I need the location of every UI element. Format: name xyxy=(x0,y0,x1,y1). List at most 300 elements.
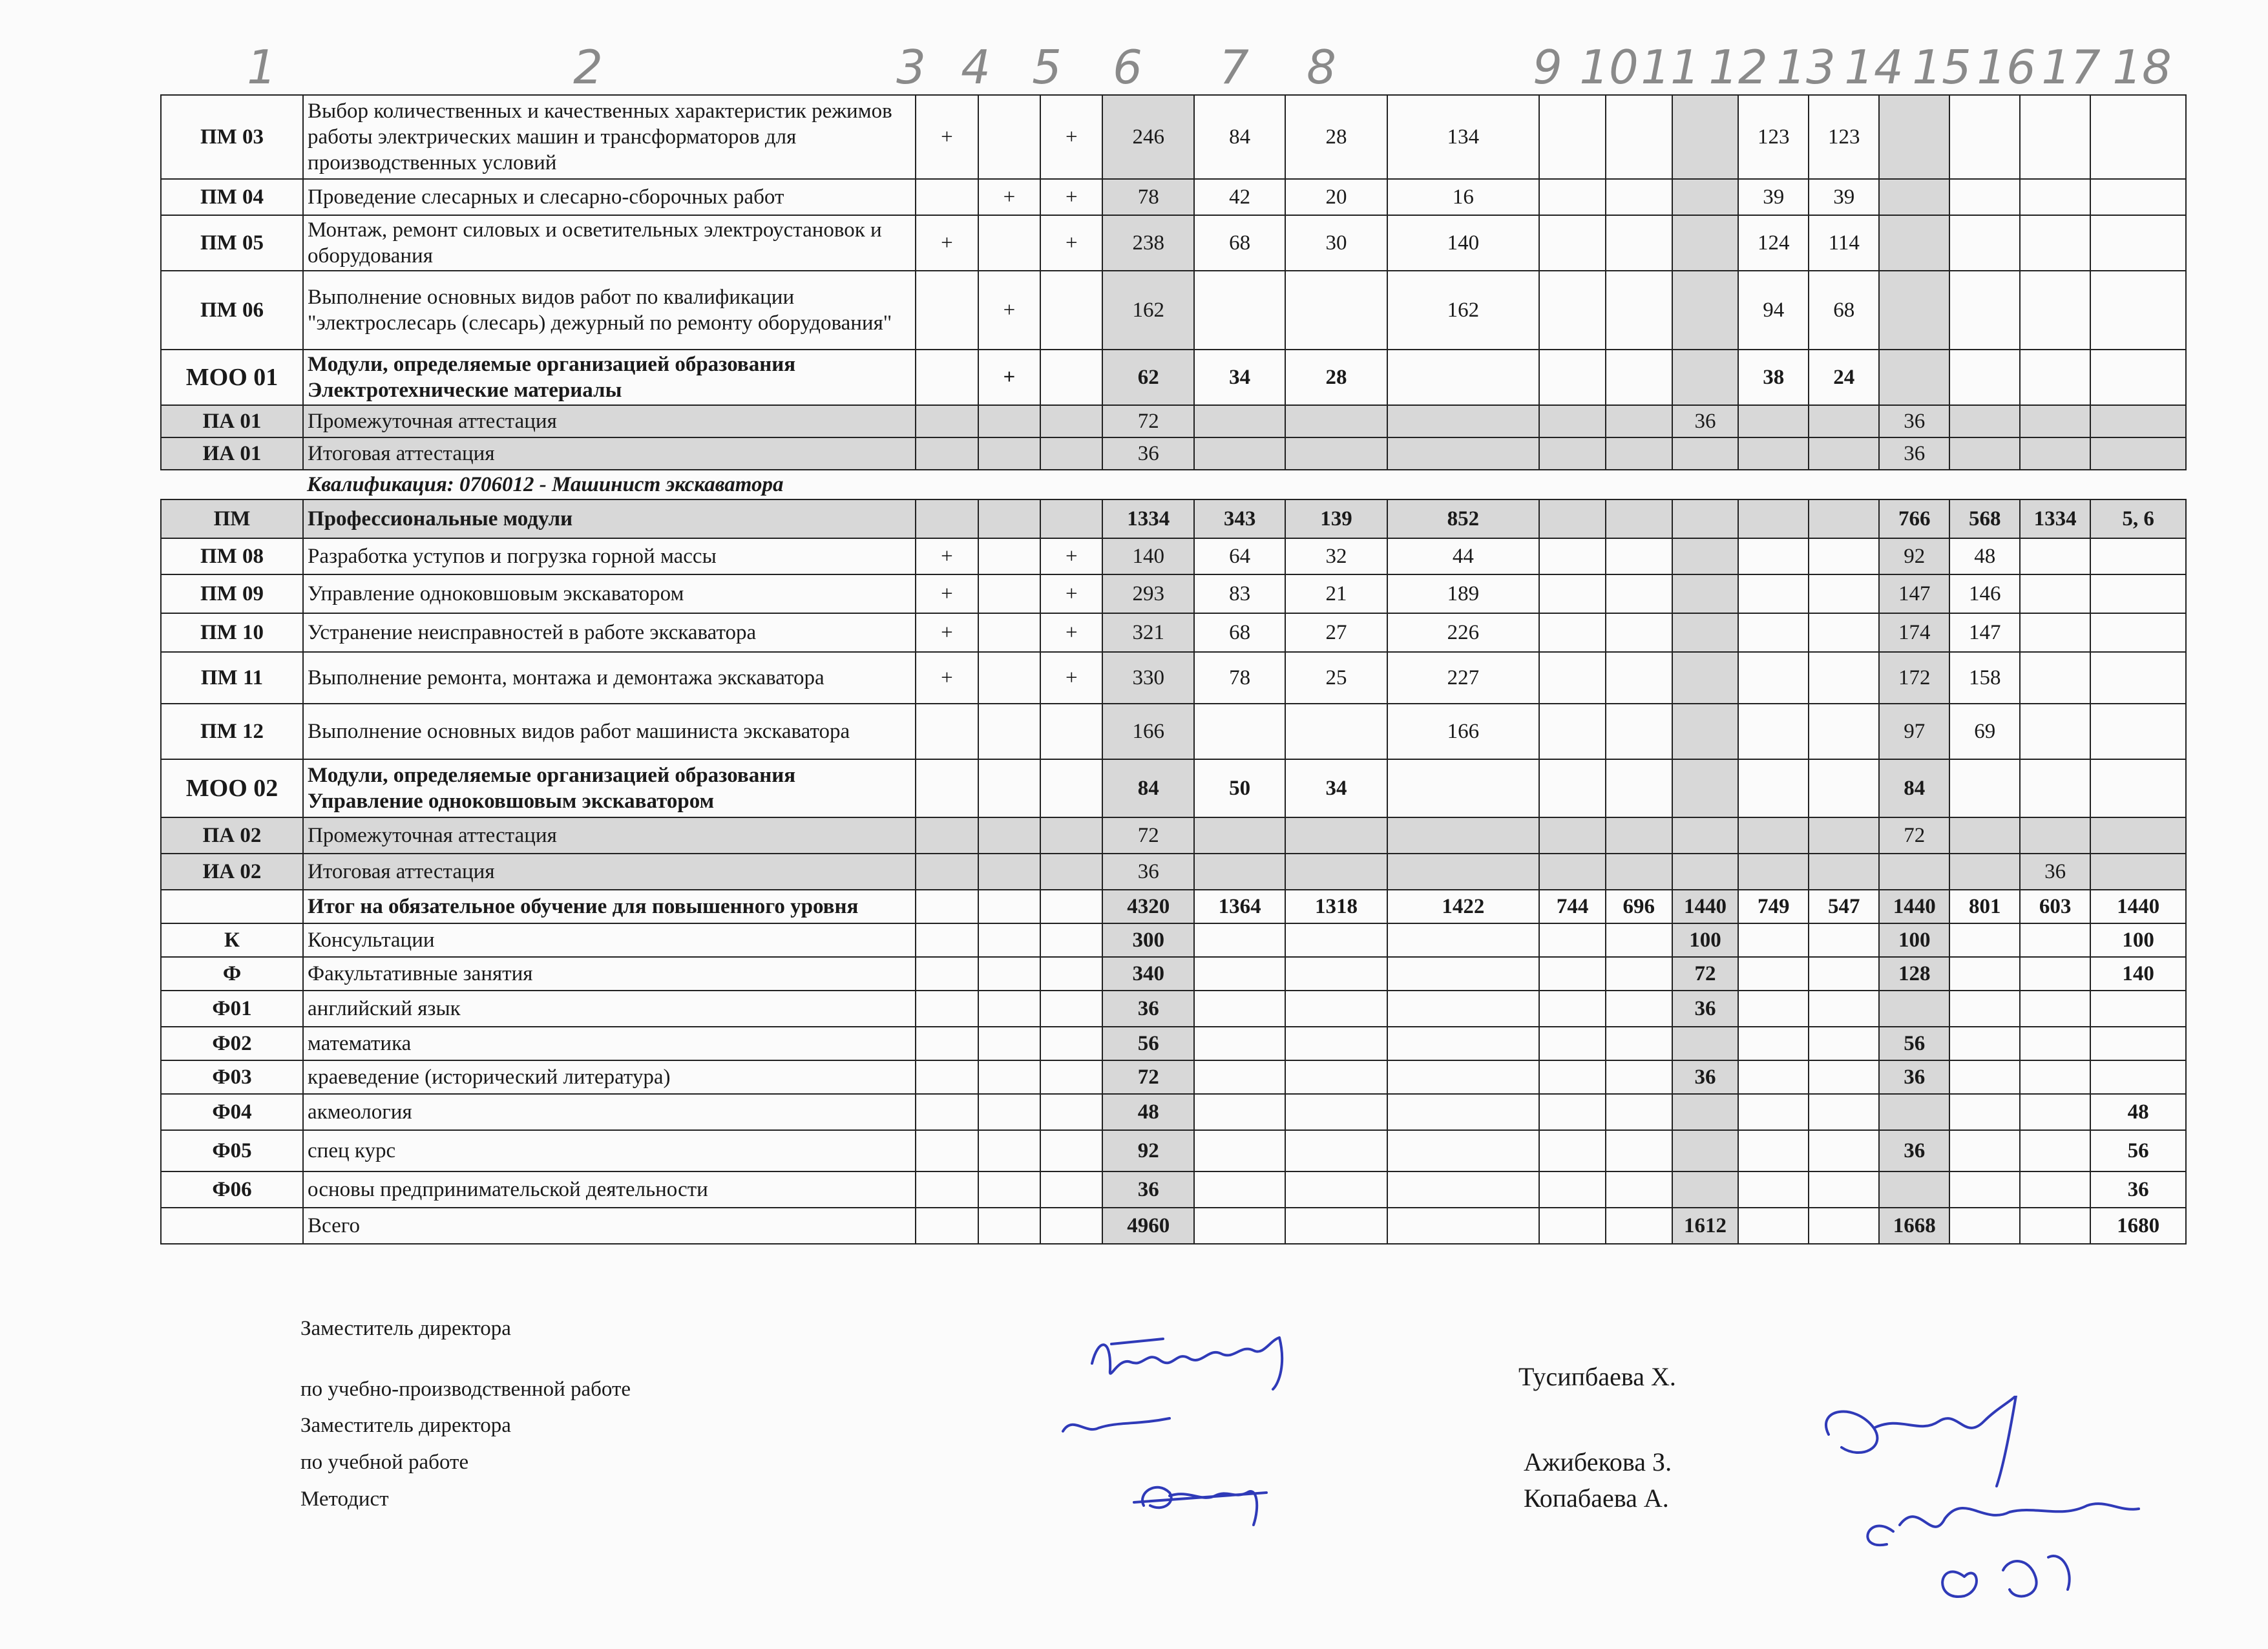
cell-value: 68 xyxy=(1194,215,1285,271)
cell-value xyxy=(1539,1060,1606,1094)
cell-value: 547 xyxy=(1809,890,1879,923)
table-row xyxy=(161,1060,2186,1094)
cell-value: 1668 xyxy=(1879,1208,1949,1244)
cell-value xyxy=(1285,1027,1387,1060)
cell-value xyxy=(1606,1171,1672,1208)
cell-value xyxy=(1672,652,1739,704)
row-title: Промежуточная аттестация xyxy=(303,817,916,854)
cell-value: + xyxy=(1040,538,1102,574)
cell-value xyxy=(2090,574,2186,613)
cell-value xyxy=(2090,613,2186,652)
cell-value xyxy=(1738,1130,1809,1171)
cell-value xyxy=(1539,1130,1606,1171)
cell-value: 1680 xyxy=(2090,1208,2186,1244)
cell-value xyxy=(978,957,1040,991)
row-title: Управление одноковшовым экскаватором xyxy=(303,574,916,613)
cell-value: 1422 xyxy=(1387,890,1540,923)
cell-value: 32 xyxy=(1285,538,1387,574)
table-row xyxy=(161,470,2186,499)
row-code: ПА 02 xyxy=(161,817,303,854)
cell-value: + xyxy=(978,179,1040,215)
cell-value: 123 xyxy=(1809,95,1879,179)
cell-value xyxy=(1040,350,1102,405)
cell-value: 84 xyxy=(1879,759,1949,817)
cell-value xyxy=(1606,1027,1672,1060)
cell-value: + xyxy=(916,215,978,271)
cell-value xyxy=(1539,350,1606,405)
table-row xyxy=(161,179,2186,215)
row-code: ПМ 05 xyxy=(161,215,303,271)
cell-value xyxy=(1949,405,2020,437)
cell-value xyxy=(2020,1208,2090,1244)
cell-value: 36 xyxy=(1879,1130,1949,1171)
cell-value xyxy=(1040,991,1102,1027)
cell-value xyxy=(916,817,978,854)
cell-value xyxy=(1040,890,1102,923)
cell-value xyxy=(1738,854,1809,890)
cell-value xyxy=(1809,574,1879,613)
cell-value xyxy=(2090,991,2186,1027)
cell-value: 140 xyxy=(1102,538,1193,574)
signature-4 xyxy=(1816,1396,2152,1609)
cell-value xyxy=(1949,957,2020,991)
row-code: Ф03 xyxy=(161,1060,303,1094)
cell-value: 744 xyxy=(1539,890,1606,923)
cell-value xyxy=(1285,470,1387,499)
cell-value xyxy=(1949,1094,2020,1130)
cell-value xyxy=(978,613,1040,652)
cell-value: 158 xyxy=(1949,652,2020,704)
row-code: Ф xyxy=(161,957,303,991)
row-title: Итог на обязательное обучение для повышенного уровня xyxy=(303,890,916,923)
cell-value xyxy=(1738,817,1809,854)
table-row xyxy=(161,957,2186,991)
cell-value: 97 xyxy=(1879,704,1949,759)
cell-value xyxy=(978,704,1040,759)
cell-value xyxy=(2020,704,2090,759)
cell-value: 92 xyxy=(1102,1130,1193,1171)
cell-value xyxy=(1285,991,1387,1027)
cell-value xyxy=(1539,215,1606,271)
row-code: ПМ 12 xyxy=(161,704,303,759)
cell-value xyxy=(1606,499,1672,538)
cell-value xyxy=(1285,271,1387,350)
cell-value xyxy=(1879,991,1949,1027)
cell-value xyxy=(978,759,1040,817)
column-number-14: 14 xyxy=(1844,40,1904,94)
cell-value xyxy=(1809,1208,1879,1244)
cell-value xyxy=(1606,538,1672,574)
cell-value xyxy=(2090,437,2186,470)
cell-value xyxy=(1949,923,2020,957)
cell-value xyxy=(1738,437,1809,470)
column-number-16: 16 xyxy=(1977,40,2036,94)
cell-value xyxy=(1949,95,2020,179)
cell-value: 166 xyxy=(1102,704,1193,759)
cell-value: 36 xyxy=(1672,405,1739,437)
cell-value xyxy=(2020,991,2090,1027)
column-number-8: 8 xyxy=(1307,40,1336,94)
cell-value xyxy=(1194,1171,1285,1208)
cell-value xyxy=(1809,470,1879,499)
cell-value: 343 xyxy=(1194,499,1285,538)
cell-value xyxy=(1285,1171,1387,1208)
cell-value xyxy=(916,1171,978,1208)
column-number-10: 10 xyxy=(1579,40,1639,94)
cell-value: 34 xyxy=(1285,759,1387,817)
cell-value xyxy=(1194,271,1285,350)
cell-value xyxy=(1194,854,1285,890)
cell-value xyxy=(2020,470,2090,499)
table-row xyxy=(161,759,2186,817)
cell-value xyxy=(1539,1094,1606,1130)
cell-value xyxy=(1606,854,1672,890)
table-row xyxy=(161,95,2186,179)
row-title: Выбор количественных и качественных характеристик режимов работы электрических машин и трансформаторов для производственных условий xyxy=(303,95,916,179)
cell-value xyxy=(1738,923,1809,957)
cell-value xyxy=(1387,957,1540,991)
cell-value xyxy=(916,1094,978,1130)
cell-value xyxy=(2020,271,2090,350)
cell-value: 36 xyxy=(1102,991,1193,1027)
cell-value xyxy=(916,957,978,991)
column-number-2: 2 xyxy=(573,40,603,94)
cell-value xyxy=(1672,704,1739,759)
row-title: Проведение слесарных и слесарно-сборочных работ xyxy=(303,179,916,215)
cell-value xyxy=(978,890,1040,923)
row-code: ИА 01 xyxy=(161,437,303,470)
column-number-4: 4 xyxy=(961,40,991,94)
row-code: ПМ xyxy=(161,499,303,538)
cell-value xyxy=(1809,1094,1879,1130)
cell-value xyxy=(1539,405,1606,437)
table-row xyxy=(161,817,2186,854)
cell-value: 227 xyxy=(1387,652,1540,704)
cell-value: 801 xyxy=(1949,890,2020,923)
cell-value xyxy=(978,1094,1040,1130)
column-number-11: 11 xyxy=(1641,40,1700,94)
cell-value xyxy=(1040,854,1102,890)
cell-value xyxy=(1539,957,1606,991)
cell-value xyxy=(2020,350,2090,405)
row-code: ПМ 11 xyxy=(161,652,303,704)
cell-value xyxy=(1672,1171,1739,1208)
signatory-title-methodist: Методист xyxy=(300,1487,389,1511)
cell-value xyxy=(1672,271,1739,350)
cell-value xyxy=(2090,854,2186,890)
cell-value xyxy=(1738,538,1809,574)
cell-value xyxy=(2020,613,2090,652)
cell-value xyxy=(1949,817,2020,854)
table-row xyxy=(161,437,2186,470)
cell-value: 603 xyxy=(2020,890,2090,923)
row-code: ПМ 04 xyxy=(161,179,303,215)
cell-value xyxy=(1285,704,1387,759)
cell-value xyxy=(1949,179,2020,215)
cell-value: 100 xyxy=(2090,923,2186,957)
cell-value: 20 xyxy=(1285,179,1387,215)
cell-value xyxy=(916,499,978,538)
cell-value xyxy=(1606,759,1672,817)
cell-value xyxy=(1194,1208,1285,1244)
cell-value: 696 xyxy=(1606,890,1672,923)
cell-value xyxy=(2090,538,2186,574)
cell-value xyxy=(2020,179,2090,215)
cell-value: 56 xyxy=(1879,1027,1949,1060)
cell-value xyxy=(1606,1094,1672,1130)
cell-value xyxy=(2020,215,2090,271)
cell-value: + xyxy=(1040,613,1102,652)
cell-value: 124 xyxy=(1738,215,1809,271)
cell-value xyxy=(1809,613,1879,652)
table-row xyxy=(161,991,2186,1027)
cell-value xyxy=(1606,1130,1672,1171)
cell-value xyxy=(1387,1208,1540,1244)
row-code: Ф04 xyxy=(161,1094,303,1130)
cell-value xyxy=(1672,817,1739,854)
cell-value xyxy=(2020,1027,2090,1060)
cell-value xyxy=(1949,437,2020,470)
cell-value: 140 xyxy=(1387,215,1540,271)
table-row xyxy=(161,350,2186,405)
cell-value xyxy=(1040,1027,1102,1060)
cell-value xyxy=(1672,437,1739,470)
cell-value xyxy=(1672,350,1739,405)
cell-value xyxy=(1387,854,1540,890)
cell-value xyxy=(2090,179,2186,215)
cell-value xyxy=(1606,1208,1672,1244)
row-title: Профессиональные модули xyxy=(303,499,916,538)
cell-value: 25 xyxy=(1285,652,1387,704)
row-title: математика xyxy=(303,1027,916,1060)
cell-value: 140 xyxy=(2090,957,2186,991)
cell-value: 246 xyxy=(1102,95,1193,179)
cell-value: 16 xyxy=(1387,179,1540,215)
row-code: Ф01 xyxy=(161,991,303,1027)
cell-value xyxy=(1539,817,1606,854)
cell-value: + xyxy=(1040,215,1102,271)
cell-value: 68 xyxy=(1809,271,1879,350)
cell-value xyxy=(978,817,1040,854)
cell-value: 36 xyxy=(1672,991,1739,1027)
cell-value xyxy=(1387,1094,1540,1130)
cell-value xyxy=(1040,704,1102,759)
cell-value: 94 xyxy=(1738,271,1809,350)
cell-value xyxy=(2020,957,2090,991)
row-code: ПМ 08 xyxy=(161,538,303,574)
cell-value xyxy=(1194,957,1285,991)
cell-value xyxy=(1539,854,1606,890)
row-title: акмеология xyxy=(303,1094,916,1130)
row-title: Выполнение основных видов работ по квалификации "электрослесарь (слесарь) дежурный по ремонту оборудования" xyxy=(303,271,916,350)
cell-value xyxy=(1539,923,1606,957)
cell-value xyxy=(1809,991,1879,1027)
cell-value xyxy=(1809,499,1879,538)
cell-value xyxy=(2020,1130,2090,1171)
cell-value xyxy=(916,271,978,350)
cell-value xyxy=(1672,759,1739,817)
cell-value: 1440 xyxy=(2090,890,2186,923)
table-row xyxy=(161,923,2186,957)
cell-value: 1334 xyxy=(1102,499,1193,538)
cell-value xyxy=(1879,179,1949,215)
cell-value: 36 xyxy=(1672,1060,1739,1094)
cell-value: 139 xyxy=(1285,499,1387,538)
cell-value xyxy=(1738,1060,1809,1094)
cell-value xyxy=(978,538,1040,574)
cell-value xyxy=(1809,704,1879,759)
cell-value xyxy=(2090,817,2186,854)
cell-value xyxy=(2020,759,2090,817)
cell-value xyxy=(1387,1060,1540,1094)
row-title: Всего xyxy=(303,1208,916,1244)
cell-value xyxy=(916,1208,978,1244)
table-row xyxy=(161,1208,2186,1244)
cell-value xyxy=(978,215,1040,271)
cell-value xyxy=(1539,271,1606,350)
row-title: Итоговая аттестация xyxy=(303,854,916,890)
cell-value xyxy=(1539,437,1606,470)
cell-value: 162 xyxy=(1102,271,1193,350)
cell-value xyxy=(1672,215,1739,271)
table-row xyxy=(161,1171,2186,1208)
cell-value: 1318 xyxy=(1285,890,1387,923)
cell-value xyxy=(2090,704,2186,759)
cell-value xyxy=(1040,759,1102,817)
cell-value: 300 xyxy=(1102,923,1193,957)
cell-value xyxy=(1040,499,1102,538)
cell-value xyxy=(2020,652,2090,704)
cell-value xyxy=(2020,1094,2090,1130)
row-code: К xyxy=(161,923,303,957)
cell-value xyxy=(1672,1094,1739,1130)
cell-value xyxy=(1606,215,1672,271)
cell-value xyxy=(2020,405,2090,437)
cell-value: 1364 xyxy=(1194,890,1285,923)
cell-value xyxy=(1809,437,1879,470)
cell-value: + xyxy=(1040,574,1102,613)
cell-value: 24 xyxy=(1809,350,1879,405)
cell-value: 1440 xyxy=(1672,890,1739,923)
cell-value: + xyxy=(978,350,1040,405)
cell-value xyxy=(1949,854,2020,890)
cell-value xyxy=(2020,923,2090,957)
cell-value xyxy=(1949,1171,2020,1208)
cell-value xyxy=(1879,215,1949,271)
cell-value xyxy=(916,1130,978,1171)
table-row xyxy=(161,271,2186,350)
cell-value: 62 xyxy=(1102,350,1193,405)
cell-value: 78 xyxy=(1194,652,1285,704)
cell-value xyxy=(1285,1208,1387,1244)
cell-value: 28 xyxy=(1285,350,1387,405)
cell-value: + xyxy=(978,271,1040,350)
cell-value xyxy=(1539,499,1606,538)
cell-value xyxy=(1194,1060,1285,1094)
cell-value xyxy=(1285,817,1387,854)
table-row xyxy=(161,574,2186,613)
row-code: ПА 01 xyxy=(161,405,303,437)
cell-value xyxy=(1809,538,1879,574)
cell-value xyxy=(978,1027,1040,1060)
cell-value xyxy=(1949,991,2020,1027)
cell-value xyxy=(1040,957,1102,991)
cell-value xyxy=(1809,817,1879,854)
cell-value xyxy=(1194,991,1285,1027)
cell-value: 330 xyxy=(1102,652,1193,704)
cell-value xyxy=(1809,1027,1879,1060)
cell-value xyxy=(1040,1171,1102,1208)
cell-value xyxy=(1387,1171,1540,1208)
row-code: Ф06 xyxy=(161,1171,303,1208)
row-code xyxy=(161,1208,303,1244)
cell-value xyxy=(1879,1171,1949,1208)
row-title: Устранение неисправностей в работе экскаватора xyxy=(303,613,916,652)
cell-value xyxy=(1879,470,1949,499)
cell-value: 36 xyxy=(2020,854,2090,890)
cell-value: + xyxy=(916,613,978,652)
cell-value xyxy=(1672,470,1739,499)
cell-value xyxy=(1949,350,2020,405)
cell-value: 321 xyxy=(1102,613,1193,652)
cell-value xyxy=(1387,923,1540,957)
cell-value xyxy=(1387,1027,1540,1060)
row-code: Ф02 xyxy=(161,1027,303,1060)
cell-value xyxy=(1194,1094,1285,1130)
cell-value xyxy=(1738,470,1809,499)
cell-value xyxy=(2090,759,2186,817)
cell-value xyxy=(2020,538,2090,574)
cell-value: 1612 xyxy=(1672,1208,1739,1244)
cell-value: 226 xyxy=(1387,613,1540,652)
row-title: краеведение (исторический литература) xyxy=(303,1060,916,1094)
cell-value xyxy=(1949,759,2020,817)
cell-value: 189 xyxy=(1387,574,1540,613)
cell-value: 36 xyxy=(1879,437,1949,470)
table-row xyxy=(161,538,2186,574)
column-number-9: 9 xyxy=(1533,40,1562,94)
cell-value xyxy=(1606,923,1672,957)
cell-value xyxy=(916,854,978,890)
cell-value xyxy=(1539,1027,1606,1060)
column-number-17: 17 xyxy=(2041,40,2101,94)
cell-value xyxy=(1539,1208,1606,1244)
cell-value: 128 xyxy=(1879,957,1949,991)
cell-value: 83 xyxy=(1194,574,1285,613)
cell-value xyxy=(2020,1171,2090,1208)
cell-value xyxy=(1606,405,1672,437)
cell-value xyxy=(1672,538,1739,574)
cell-value xyxy=(978,1130,1040,1171)
cell-value xyxy=(1285,1130,1387,1171)
cell-value: + xyxy=(916,574,978,613)
cell-value: 72 xyxy=(1879,817,1949,854)
cell-value xyxy=(978,437,1040,470)
cell-value: 852 xyxy=(1387,499,1540,538)
column-number-5: 5 xyxy=(1032,40,1062,94)
cell-value xyxy=(1387,817,1540,854)
cell-value xyxy=(1738,1171,1809,1208)
cell-value xyxy=(1949,271,2020,350)
cell-value xyxy=(1672,499,1739,538)
cell-value xyxy=(1387,470,1540,499)
cell-value xyxy=(2090,350,2186,405)
cell-value: 174 xyxy=(1879,613,1949,652)
cell-value xyxy=(1949,1060,2020,1094)
cell-value xyxy=(1738,1094,1809,1130)
cell-value xyxy=(1387,437,1540,470)
cell-value xyxy=(2020,1060,2090,1094)
